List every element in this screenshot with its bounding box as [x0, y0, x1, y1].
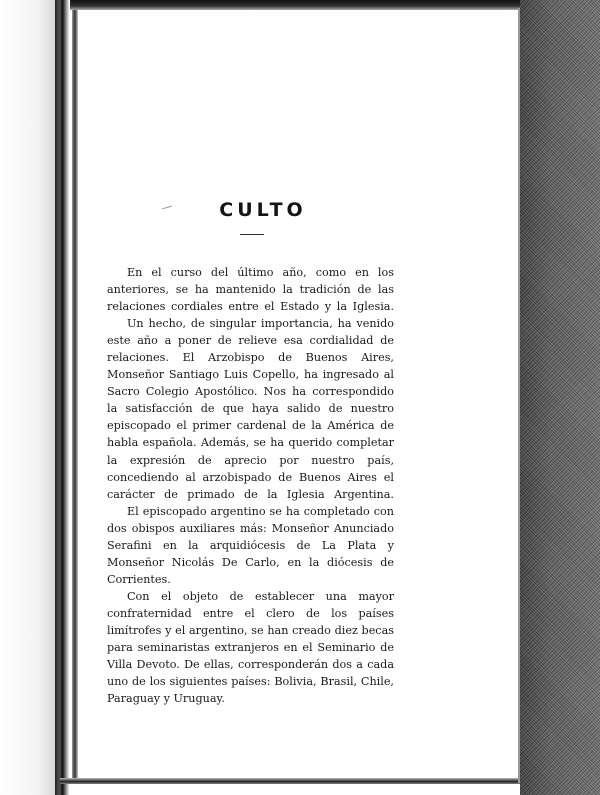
- scan-top-edge: [70, 0, 530, 10]
- title-rule: [240, 234, 264, 235]
- paragraph: Un hecho, de singular importancia, ha venido este año a poner de relieve esa cordialidad de relaciones. El Arzobispo de Buenos Aires, Monseñor Santiago Luis Copello, ha ingresado al Sacro Colegio Apostólico. Nos ha correspondido la satisfacción de que haya salido de nuestro episcopado el primer cardenal de la América de habla española. Además, se ha querido completar la expresión de aprecio por nuestro país, concediendo al arzobispado de Buenos Aires el carácter de primado de la Iglesia Argentina.: [107, 317, 394, 501]
- scan-binding-edge: [55, 0, 69, 795]
- scan-left-margin: [0, 0, 55, 795]
- scan-binding-shadow: [72, 10, 78, 780]
- scan-bottom-edge: [60, 778, 530, 784]
- body-text: [107, 264, 394, 707]
- page-title: CULTO: [219, 199, 307, 221]
- paragraph: Con el objeto de establecer una mayor confraternidad entre el clero de los países limítrofes y el argentino, se han creado diez becas para seminaristas extranjeros en el Seminario de Villa Devoto. De ellas, corresponderán dos a cada uno de los siguientes países: Bolivia, Brasil, Chile, Paraguay y Uruguay.: [107, 589, 394, 706]
- paragraph: En el curso del último año, como en los anteriores, se ha mantenido la tradición de las relaciones cordiales entre el Estado y la Iglesia.: [107, 266, 394, 314]
- scan-right-shadow: [520, 0, 600, 795]
- paragraph: El episcopado argentino se ha completado con dos obispos auxiliares más: Monseñor Anunciado Serafini en la arquidiócesis de La Plata y Monseñor Nicolás De Carlo, en la diócesis de Corrientes.: [107, 504, 394, 586]
